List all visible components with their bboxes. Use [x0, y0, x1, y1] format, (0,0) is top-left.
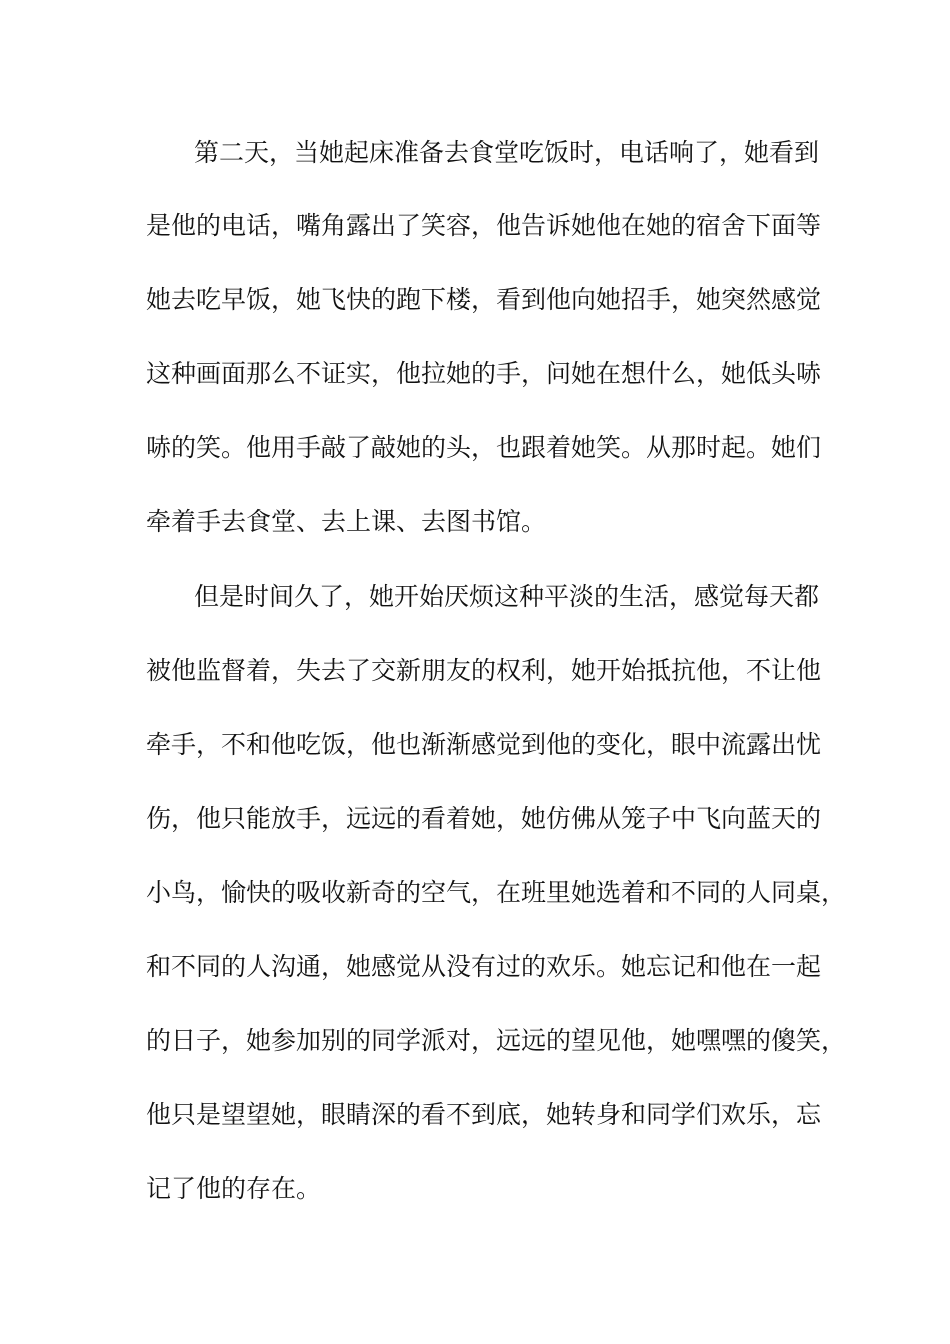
paragraph-1-line-3: 她去吃早饭，她飞快的跑下楼，看到他向她招手，她突然感觉	[146, 285, 822, 314]
paragraph-2-line-8: 他只是望望她，眼睛深的看不到底，她转身和同学们欢乐，忘	[146, 1100, 822, 1129]
paragraph-2-line-2: 被他监督着，失去了交新朋友的权利，她开始抵抗他，不让他	[146, 656, 822, 685]
paragraph-2-line-9: 记了他的存在。	[146, 1174, 322, 1203]
paragraph-1-line-1: 第二天，当她起床准备去食堂吃饭时，电话响了，她看到	[194, 138, 820, 167]
paragraph-2-line-3: 牵手，不和他吃饭，他也渐渐感觉到他的变化，眼中流露出忧	[146, 730, 822, 759]
paragraph-1-line-2: 是他的电话，嘴角露出了笑容，他告诉她他在她的宿舍下面等	[146, 211, 822, 240]
paragraph-2-line-4: 伤，他只能放手，远远的看着她，她仿佛从笼子中飞向蓝天的	[146, 804, 822, 833]
paragraph-2-line-1: 但是时间久了，她开始厌烦这种平淡的生活，感觉每天都	[194, 582, 820, 611]
paragraph-2-line-5: 小鸟，愉快的吸收新奇的空气，在班里她选着和不同的人同桌，	[146, 878, 847, 907]
paragraph-1-line-4: 这种画面那么不证实，他拉她的手，问她在想什么，她低头哧	[146, 359, 822, 388]
paragraph-1-line-5: 哧的笑。他用手敲了敲她的头，也跟着她笑。从那时起。她们	[146, 433, 822, 462]
paragraph-1-line-6: 牵着手去食堂、去上课、去图书馆。	[146, 507, 547, 536]
paragraph-2-line-7: 的日子，她参加别的同学派对，远远的望见他，她嘿嘿的傻笑，	[146, 1026, 847, 1055]
paragraph-2-line-6: 和不同的人沟通，她感觉从没有过的欢乐。她忘记和他在一起	[146, 952, 822, 981]
